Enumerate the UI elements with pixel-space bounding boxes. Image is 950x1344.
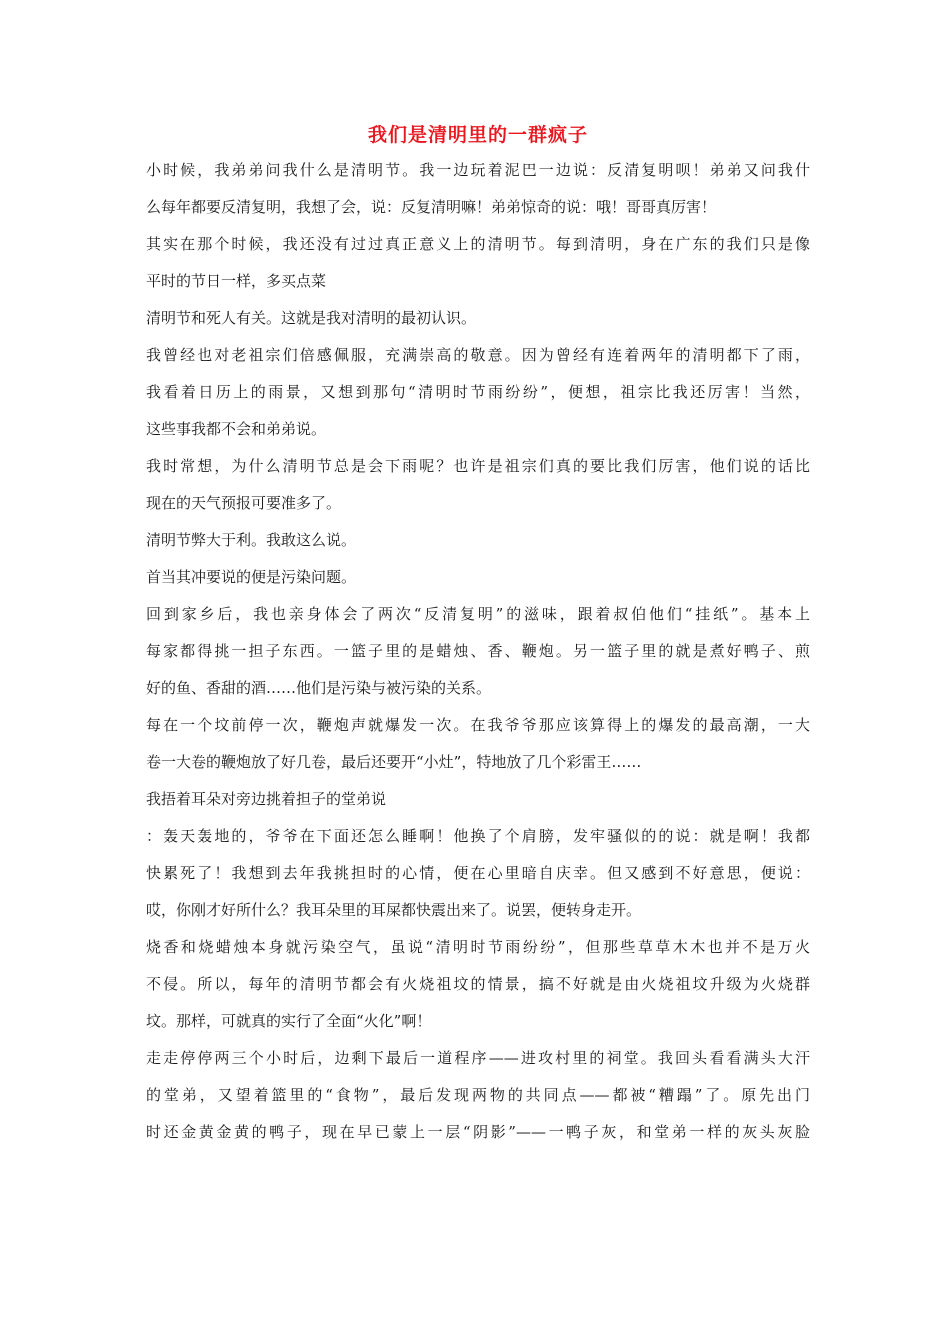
text-line: 么每年都要反清复明，我想了会，说：反复清明嘛！弟弟惊奇的说：哦！哥哥真厉害！ xyxy=(146,198,717,216)
text-line: 好的鱼、香甜的酒……他们是污染与被污染的关系。 xyxy=(146,679,492,697)
text-line: 坟。那样，可就真的实行了全面“火化”啊！ xyxy=(146,1012,432,1030)
document-body xyxy=(146,152,810,1151)
document-page xyxy=(146,118,810,1151)
text-line: 清明节和死人有关。这就是我对清明的最初认识。 xyxy=(146,309,477,327)
text-line: ：轰天轰地的，爷爷在下面还怎么睡啊！他换了个肩膀，发牢骚似的的说：就是啊！我都 xyxy=(146,827,810,845)
text-line: 烧香和烧蜡烛本身就污染空气，虽说“清明时节雨纷纷”，但那些草草木木也并不是万火 xyxy=(146,938,810,956)
text-line: 首当其冲要说的便是污染问题。 xyxy=(146,568,357,586)
text-line: 我曾经也对老祖宗们倍感佩服，充满崇高的敬意。因为曾经有连着两年的清明都下了雨， xyxy=(146,346,810,364)
text-line: 不侵。所以，每年的清明节都会有火烧祖坟的情景，搞不好就是由火烧祖坟升级为火烧群 xyxy=(146,975,810,993)
text-line: 我时常想，为什么清明节总是会下雨呢？也许是祖宗们真的要比我们厉害，他们说的话比 xyxy=(146,457,810,475)
text-line: 哎，你刚才好所什么？我耳朵里的耳屎都快震出来了。说罢，便转身走开。 xyxy=(146,901,642,919)
text-line: 其实在那个时候，我还没有过过真正意义上的清明节。每到清明，身在广东的我们只是像 xyxy=(146,235,810,253)
text-line: 小时候，我弟弟问我什么是清明节。我一边玩着泥巴一边说：反清复明呗！弟弟又问我什 xyxy=(146,161,810,179)
text-line: 的堂弟，又望着篮里的“食物”，最后发现两物的共同点——都被“糟蹋”了。原先出门 xyxy=(146,1086,810,1104)
text-line: 清明节弊大于利。我敢这么说。 xyxy=(146,531,357,549)
text-line: 这些事我都不会和弟弟说。 xyxy=(146,420,327,438)
text-line: 每家都得挑一担子东西。一篮子里的是蜡烛、香、鞭炮。另一篮子里的就是煮好鸭子、煎 xyxy=(146,642,810,660)
text-line: 时还金黄金黄的鸭子，现在早已蒙上一层“阴影”——一鸭子灰，和堂弟一样的灰头灰脸 xyxy=(146,1123,810,1141)
text-line: 现在的天气预报可要准多了。 xyxy=(146,494,342,512)
text-line: 我看着日历上的雨景，又想到那句“清明时节雨纷纷”，便想，祖宗比我还厉害！当然， xyxy=(146,383,810,401)
text-line: 每在一个坟前停一次，鞭炮声就爆发一次。在我爷爷那应该算得上的爆发的最高潮，一大 xyxy=(146,716,810,734)
text-line: 平时的节日一样，多买点菜 xyxy=(146,272,327,290)
text-line: 卷一大卷的鞭炮放了好几卷，最后还要开“小灶”，特地放了几个彩雷王…… xyxy=(146,753,642,771)
document-title: 我们是清明里的一群疯子 xyxy=(367,124,588,146)
text-line: 我捂着耳朵对旁边挑着担子的堂弟说 xyxy=(146,790,387,808)
text-line: 回到家乡后，我也亲身体会了两次“反清复明”的滋味，跟着叔伯他们“挂纸”。基本上 xyxy=(146,605,810,623)
text-line: 走走停停两三个小时后，边剩下最后一道程序——进攻村里的祠堂。我回头看看满头大汗 xyxy=(146,1049,810,1067)
text-line: 快累死了！我想到去年我挑担时的心情，便在心里暗自庆幸。但又感到不好意思，便说： xyxy=(146,864,810,882)
